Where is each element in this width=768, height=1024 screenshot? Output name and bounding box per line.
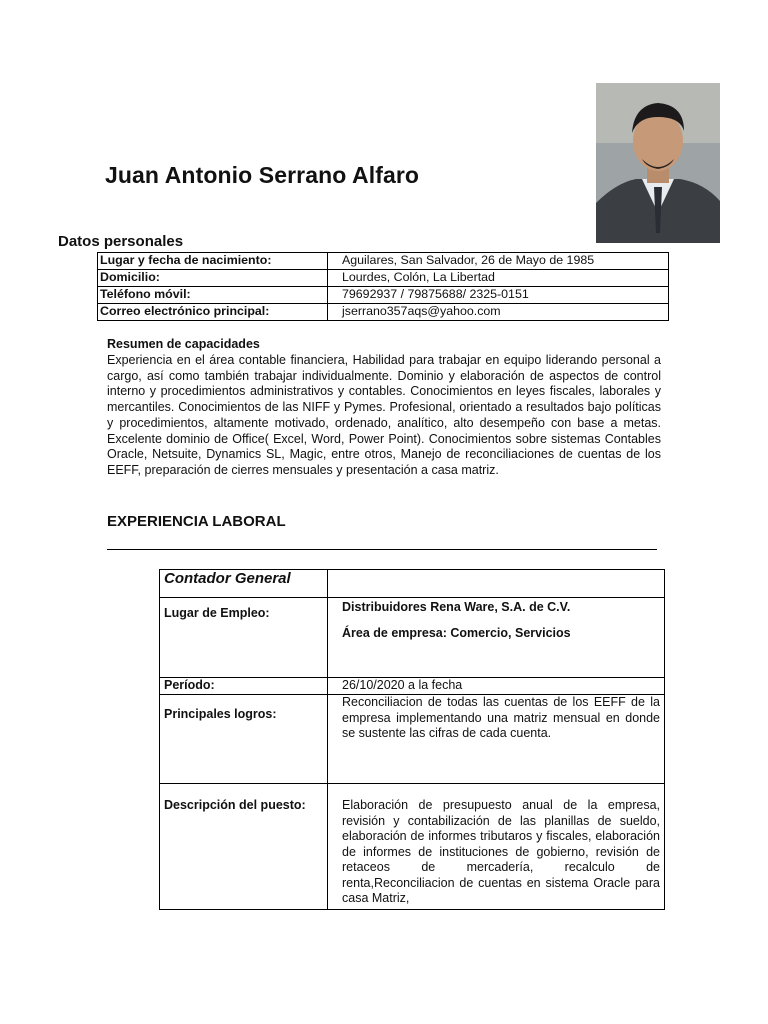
table-row: [98, 253, 669, 270]
profile-photo: [596, 83, 720, 243]
birth-label: Lugar y fecha de nacimiento:: [98, 253, 328, 270]
address-value: Lourdes, Colón, La Libertad: [328, 270, 669, 287]
description-value: Elaboración de presupuesto anual de la empresa, revisión y contabilización de las planillas de sueldo, elaboración de informes tributaros y fiscales, elaboración de informes de instituciones de gobierno, revisión de retaceos de mercadería, recalculo de renta,Reconciliacion de cuentas en sistema Oracle para casa Matriz,: [328, 784, 665, 910]
job-position: Contador General: [160, 570, 328, 598]
section-divider: [107, 549, 657, 550]
table-row: [160, 695, 665, 784]
summary-text: Experiencia en el área contable financiera, Habilidad para trabajar en equipo liderando personal a cargo, así como también trabajar individualmente. Dominio y elaboración de aspectos de control interno y procedimientos administrativos y contables. Conocimientos en leyes fiscales, laborales y mercantiles. Conocimientos de las NIFF y Pymes. Profesional, orientado a resultados bajo políticas y procedimientos, altamente motivado, ordenado, analítico, alto desempeño con base a metas. Excelente dominio de Office( Excel, Word, Power Point). Conocimientos sobre sistemas Contables Oracle, Netsuite, Dynamics SL, Magic, entre otros, Manejo de reconciliaciones de cuentas de los EEFF, preparación de cierres mensuales y presentación a casa matriz.: [107, 353, 661, 477]
period-value: 26/10/2020 a la fecha: [328, 678, 665, 695]
table-row: [98, 270, 669, 287]
phone-label: Teléfono móvil:: [98, 287, 328, 304]
personal-data-table: [97, 252, 669, 321]
employer-label: Lugar de Empleo:: [160, 598, 328, 678]
phone-value: 79692937 / 79875688/ 2325-0151: [328, 287, 669, 304]
table-row: [160, 784, 665, 910]
period-label: Período:: [160, 678, 328, 695]
table-row: [160, 570, 665, 598]
table-row: [160, 598, 665, 678]
experience-heading: EXPERIENCIA LABORAL: [107, 513, 286, 530]
employer-cell: [328, 598, 665, 678]
table-row: [98, 304, 669, 321]
candidate-name: Juan Antonio Serrano Alfaro: [105, 162, 420, 188]
personal-data-heading: Datos personales: [58, 233, 184, 250]
achievements-value: Reconciliacion de todas las cuentas de los EEFF de la empresa implementando una matriz mensual en donde se sustente las cifras de cada cuenta.: [328, 695, 665, 784]
profile-photo-image: [596, 83, 720, 243]
achievements-label: Principales logros:: [160, 695, 328, 784]
employer-area: Área de empresa: Comercio, Servicios: [342, 626, 571, 640]
address-label: Domicilio:: [98, 270, 328, 287]
job-table: [159, 569, 665, 910]
email-label: Correo electrónico principal:: [98, 304, 328, 321]
summary-heading: Resumen de capacidades: [107, 337, 260, 351]
birth-value: Aguilares, San Salvador, 26 de Mayo de 1985: [328, 253, 669, 270]
description-label: Descripción del puesto:: [160, 784, 328, 910]
employer-name: Distribuidores Rena Ware, S.A. de C.V.: [342, 600, 571, 614]
job-position-empty: [328, 570, 665, 598]
table-row: [160, 678, 665, 695]
email-value: jserrano357aqs@yahoo.com: [328, 304, 669, 321]
table-row: [98, 287, 669, 304]
